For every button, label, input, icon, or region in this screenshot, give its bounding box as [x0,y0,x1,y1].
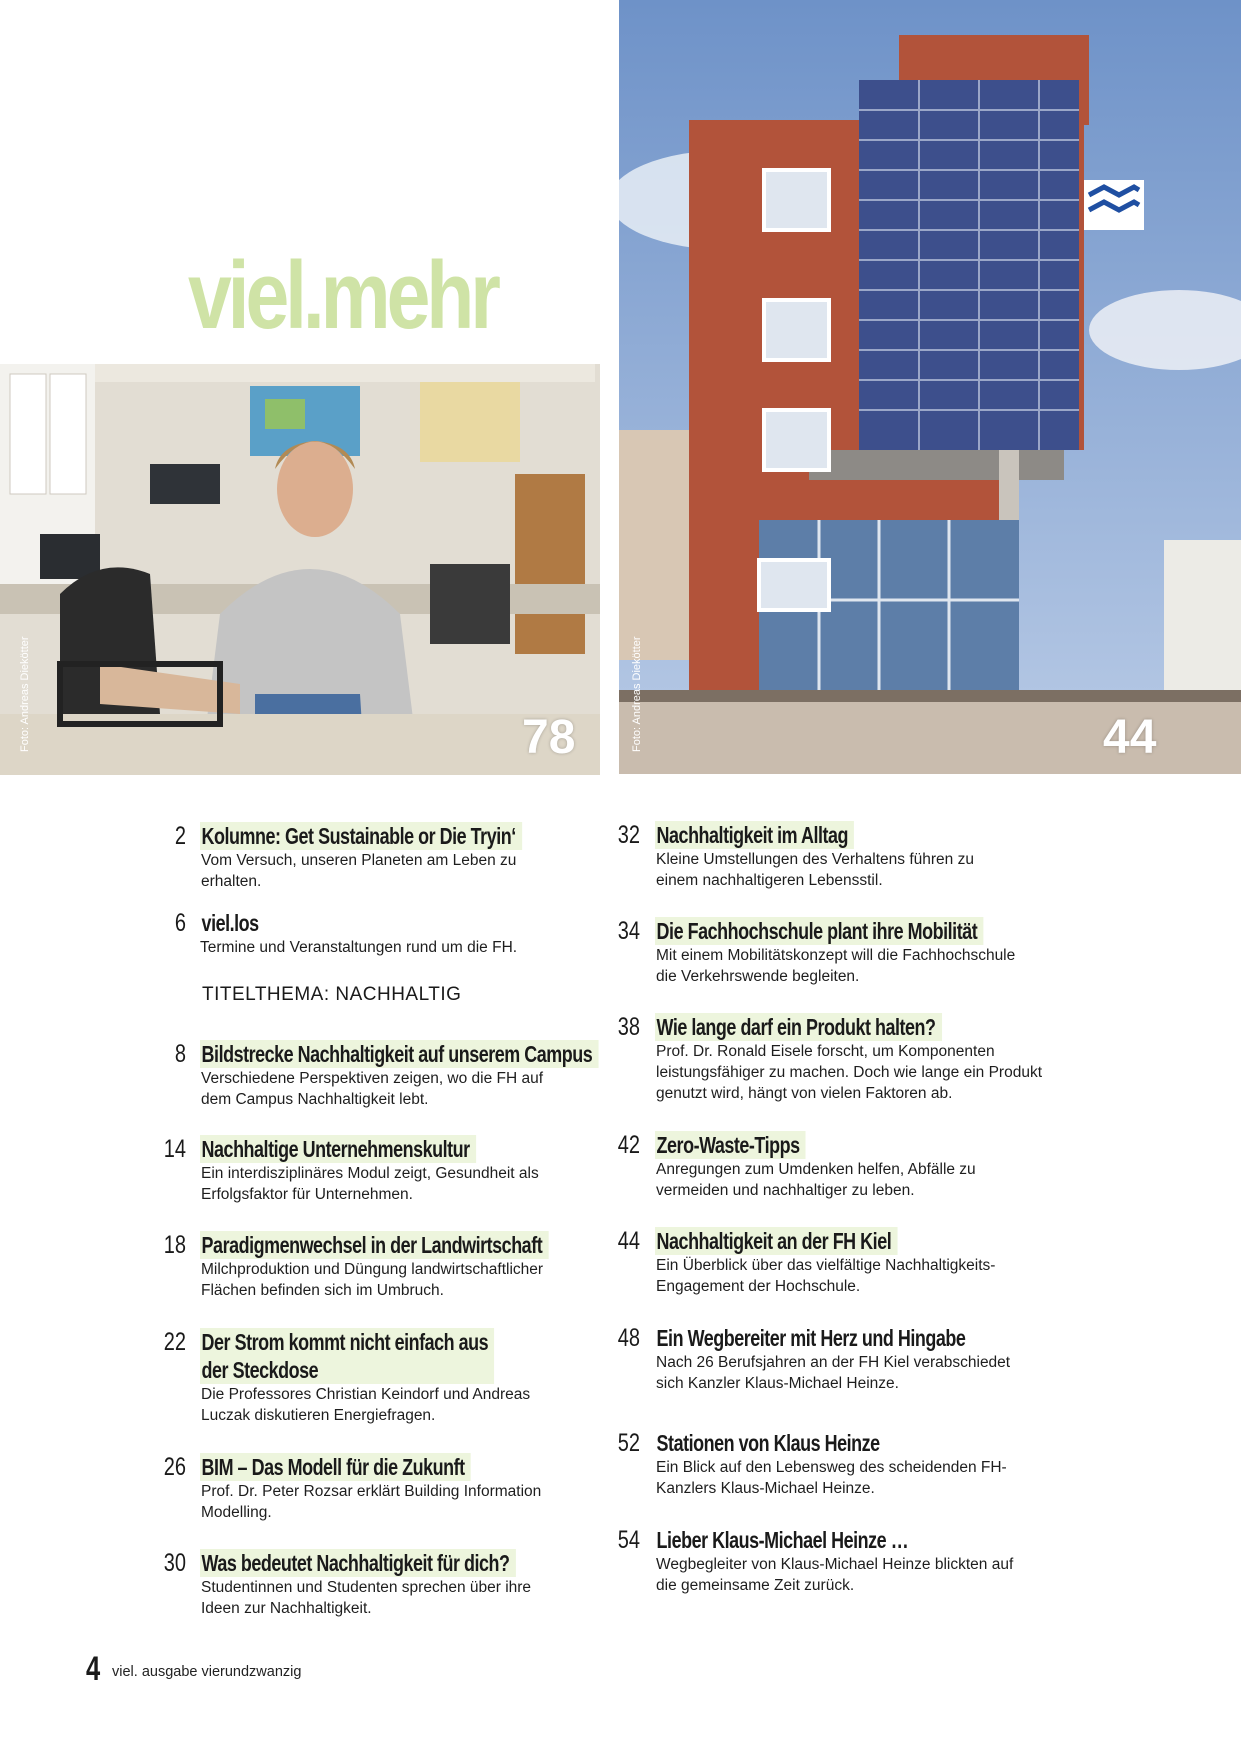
toc-title: Paradigmenwechsel in der Landwirtschaft [200,1231,548,1259]
footer-issue-text: viel. ausgabe vierundzwanzig [112,1664,302,1680]
toc-page-number: 52 [617,1429,640,1457]
toc-page-number: 32 [617,821,640,849]
toc-description: Termine und Veranstaltungen rund um die FH. [200,939,518,956]
toc-title [200,1328,494,1384]
toc-title: Ein Wegbereiter mit Herz und Hingabe [656,1325,966,1351]
page-heading: viel.mehr [188,242,497,349]
toc-page-number: 6 [174,909,186,937]
toc-description: Verschiedene Perspektiven zeigen, wo die FH auf dem Campus Nachhaltigkeit lebt. [201,1070,544,1108]
toc-title: Zero-Waste-Tipps [655,1131,806,1159]
page-number-badge: 78 [522,711,576,764]
page-number-badge: 44 [1103,711,1157,764]
toc-title: Kolumne: Get Sustainable or Die Tryin‘ [200,822,522,850]
toc-description: Prof. Dr. Ronald Eisele forscht, um Komponenten leistungsfähiger zu machen. Doch wie lange ein Produkt genutzt wird, hängt von vielen Faktoren ab. [656,1043,1043,1102]
toc-page-number: 2 [174,822,186,850]
toc-page-number: 30 [163,1549,186,1577]
toc-page-number: 42 [617,1131,640,1159]
toc-description: Milchproduktion und Düngung landwirtschaftlicher Flächen befinden sich im Umbruch. [201,1261,544,1299]
photo-credit: Foto: Andreas Diekötter [19,636,31,752]
toc-title-line: Der Strom kommt nicht einfach aus [201,1329,489,1355]
toc-page-number: 54 [617,1526,640,1554]
photo-lab-portrait [0,364,600,775]
toc-page-number: 22 [163,1328,186,1356]
toc-title: Was bedeutet Nachhaltigkeit für dich? [200,1549,516,1577]
toc-page-number: 26 [163,1453,186,1481]
toc-title: Nachhaltigkeit an der FH Kiel [655,1227,897,1255]
toc-description: Mit einem Mobilitätskonzept will die Fachhochschule die Verkehrswende begleiten. [656,947,1016,985]
toc-description: Wegbegleiter von Klaus-Michael Heinze blickten auf die gemeinsame Zeit zurück. [656,1556,1014,1594]
toc-page-number: 34 [617,917,640,945]
toc-description: Prof. Dr. Peter Rozsar erklärt Building Information Modelling. [201,1483,542,1521]
page-footer [86,1650,302,1689]
toc-title: Wie lange darf ein Produkt halten? [655,1013,942,1041]
toc-title: viel.los [201,910,259,936]
toc-description: Ein Blick auf den Lebensweg des scheidenden FH-Kanzlers Klaus-Michael Heinze. [656,1459,1007,1497]
toc-description: Nach 26 Berufsjahren an der FH Kiel verabschiedet sich Kanzler Klaus-Michael Heinze. [656,1354,1011,1392]
toc-page-number: 8 [174,1040,186,1068]
photo-credit: Foto: Andreas Diekötter [631,636,643,752]
toc-description: Studentinnen und Studenten sprechen über ihre Ideen zur Nachhaltigkeit. [201,1579,532,1617]
toc-title-line: der Steckdose [201,1357,319,1383]
toc-title: Bildstrecke Nachhaltigkeit auf unserem Campus [200,1040,598,1068]
toc-description: Ein interdisziplinäres Modul zeigt, Gesundheit als Erfolgsfaktor für Unternehmen. [201,1165,539,1203]
footer-page-number: 4 [86,1650,101,1688]
toc-page-number: 14 [163,1135,186,1163]
section-label: TITELTHEMA: NACHHALTIG [202,984,462,1005]
toc-description: Anregungen zum Umdenken helfen, Abfälle zu vermeiden und nachhaltiger zu leben. [656,1161,976,1199]
toc-description: Kleine Umstellungen des Verhaltens führen zu einem nachhaltigeren Lebensstil. [656,851,974,889]
toc-title: Nachhaltigkeit im Alltag [655,821,854,849]
toc-page-number: 48 [617,1324,640,1352]
toc-description: Vom Versuch, unseren Planeten am Leben zu erhalten. [201,852,517,890]
toc-title: Lieber Klaus-Michael Heinze … [656,1527,909,1553]
toc-description: Die Professores Christian Keindorf und Andreas Luczak diskutieren Energiefragen. [201,1386,531,1424]
toc-description: Ein Überblick über das vielfältige Nachhaltigkeits-Engagement der Hochschule. [656,1257,996,1295]
toc-title: BIM – Das Modell für die Zukunft [200,1453,471,1481]
photo-solar-building [619,0,1241,774]
toc-title: Nachhaltige Unternehmenskultur [200,1135,476,1163]
toc-page-number: 38 [617,1013,640,1041]
toc-title: Stationen von Klaus Heinze [656,1430,880,1456]
toc-page-number: 18 [163,1231,186,1259]
toc-title: Die Fachhochschule plant ihre Mobilität [655,917,983,945]
toc-page-number: 44 [617,1227,640,1255]
